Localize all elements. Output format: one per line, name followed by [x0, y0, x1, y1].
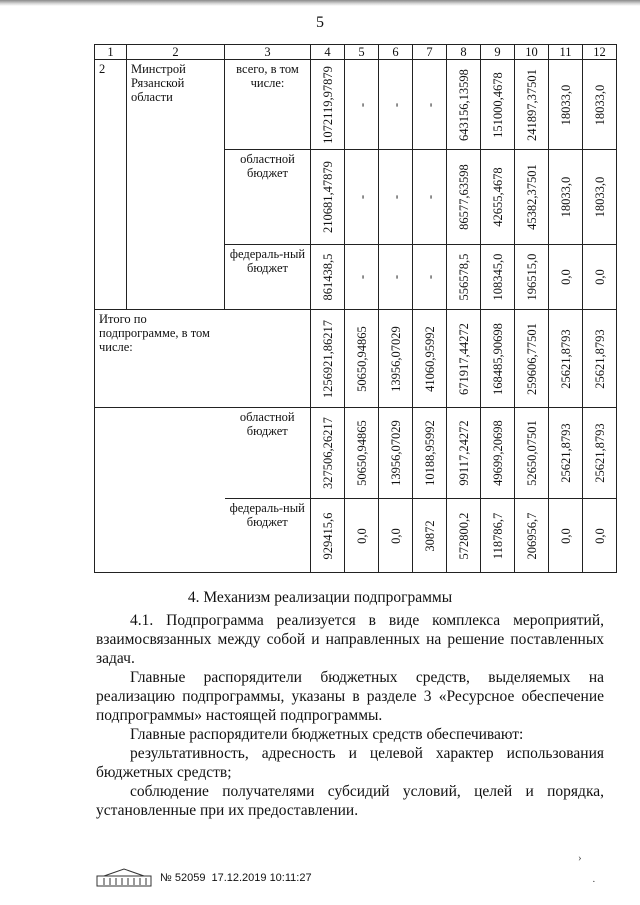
cell-value: 25621,8793: [558, 423, 573, 483]
cell-value: 108345,0: [490, 253, 505, 301]
table-cell: [413, 408, 447, 499]
cell-value: 0,0: [592, 269, 607, 285]
table-row: [95, 499, 617, 573]
cell-value: 556578,5: [456, 253, 471, 301]
table-cell: [311, 245, 345, 310]
table-row: [95, 408, 617, 499]
col-header: 7: [413, 45, 447, 60]
budget-type: областной бюджет: [225, 408, 311, 499]
table-cell: [413, 245, 447, 310]
cell-value: 0,0: [388, 527, 403, 544]
cell-value: 18033,0: [592, 84, 607, 125]
table-cell: [447, 245, 481, 310]
cell-value: 49699,20698: [490, 420, 505, 486]
table-cell: [515, 245, 549, 310]
table-cell: [549, 408, 583, 499]
col-header: 4: [311, 45, 345, 60]
table-cell: [379, 310, 413, 408]
cell-value: 50650,94865: [354, 325, 369, 392]
cell-value: -: [422, 274, 437, 280]
table-cell: [481, 310, 515, 408]
table-cell: [345, 499, 379, 573]
ministry-name: Минстрой Рязанской области: [127, 60, 225, 310]
budget-type: областной бюджет: [225, 150, 311, 245]
cell-value: 572800,2: [456, 512, 471, 559]
cell-value: 0,0: [558, 527, 573, 544]
table-cell: [345, 150, 379, 245]
total-label: Итого по подпрограмме, в том числе:: [95, 310, 225, 408]
doc-datetime: 17.12.2019 10:11:27: [211, 872, 312, 884]
cell-value: 41060,95992: [422, 325, 437, 392]
paragraph: Главные распорядители бюджетных средств обеспечивают:: [130, 726, 524, 743]
cell-value: 671917,44272: [456, 322, 471, 395]
paragraph: Главные распорядители бюджетных средств, выделяемых на реализацию подпрограммы, указаны в разделе 3 «Ресурсное обеспечение подпрограммы» настоящей подпрограммы.: [96, 669, 604, 724]
paragraph: 4.1. Подпрограмма реализуется в виде комплекса мероприятий, взаимосвязанных между собой и направленных на решение поставленных задач.: [96, 612, 604, 667]
table-cell: [379, 408, 413, 499]
table-cell: [345, 310, 379, 408]
table-cell: [549, 245, 583, 310]
cell-value: 861438,5: [320, 253, 335, 301]
cell-value: -: [422, 194, 437, 200]
doc-number: № 52059: [160, 872, 206, 884]
cell-value: 52650,07501: [524, 420, 539, 486]
col-header: 2: [127, 45, 225, 60]
table-cell: [549, 60, 583, 150]
cell-value: -: [354, 194, 369, 200]
table-cell: [583, 408, 617, 499]
cell-value: 42655,4678: [490, 167, 505, 227]
table-cell: [311, 150, 345, 245]
table-cell: [379, 499, 413, 573]
cell-value: 0,0: [592, 527, 607, 544]
table-cell: [481, 245, 515, 310]
cell-value: 0,0: [558, 269, 573, 285]
cell-value: 18033,0: [592, 176, 607, 218]
col-header: 6: [379, 45, 413, 60]
cell-value: 1072119,97879: [320, 65, 335, 144]
cell-value: 196515,0: [524, 253, 539, 301]
budget-type: федераль-ный бюджет: [225, 499, 311, 573]
table-cell: [583, 60, 617, 150]
table-cell: [447, 408, 481, 499]
scan-mark: ·: [592, 876, 596, 888]
table-cell: [515, 499, 549, 573]
table-cell: [583, 245, 617, 310]
budget-table: [94, 44, 617, 573]
cell-value: 50650,94865: [354, 420, 369, 486]
building-stamp-icon: [96, 868, 152, 888]
table-row: [95, 60, 617, 150]
cell-value: 210681,47879: [320, 161, 335, 233]
table-cell: [413, 60, 447, 150]
table-header-row: [95, 45, 617, 60]
scan-top-edge: [0, 0, 640, 6]
cell-value: 86577,63598: [456, 164, 471, 230]
cell-value: 0,0: [354, 527, 369, 544]
table-cell: [583, 499, 617, 573]
page-number: 5: [316, 14, 324, 31]
table-cell: [447, 499, 481, 573]
cell-value: 259606,77501: [524, 322, 539, 395]
cell-value: 929415,6: [320, 512, 335, 559]
table-cell: [345, 408, 379, 499]
col-header: 1: [95, 45, 127, 60]
table-cell: [311, 499, 345, 573]
table-cell: [481, 499, 515, 573]
cell-value: -: [354, 102, 369, 107]
scan-mark: ›: [578, 852, 582, 864]
cell-value: 99117,24272: [456, 420, 471, 486]
table-cell: [345, 60, 379, 150]
table-cell: [379, 150, 413, 245]
cell-value: 327506,26217: [320, 417, 335, 489]
cell-value: 25621,8793: [592, 328, 607, 389]
col-header: 12: [583, 45, 617, 60]
table-cell: [311, 60, 345, 150]
table-cell: [481, 150, 515, 245]
cell-value: 643156,13598: [456, 68, 471, 141]
cell-value: 13956,07029: [388, 420, 403, 486]
table-cell: [447, 310, 481, 408]
document-footer: [96, 868, 312, 888]
budget-type: [225, 310, 311, 408]
table-cell: [311, 408, 345, 499]
paragraph: результативность, адресность и целевой характер использования бюджетных средств;: [96, 745, 604, 781]
table-cell: [515, 310, 549, 408]
table-cell: [311, 310, 345, 408]
budget-type: федераль-ный бюджет: [225, 245, 311, 310]
col-header: 11: [549, 45, 583, 60]
cell-value: 25621,8793: [592, 423, 607, 483]
table-cell: [481, 408, 515, 499]
col-header: 5: [345, 45, 379, 60]
empty-cell: [95, 408, 225, 499]
cell-value: 10188,95992: [422, 420, 437, 486]
cell-value: -: [388, 194, 403, 200]
table-cell: [413, 150, 447, 245]
cell-value: -: [388, 102, 403, 107]
table-cell: [481, 60, 515, 150]
cell-value: 30872: [422, 519, 437, 552]
paragraph: соблюдение получателями субсидий условий, целей и порядка, установленные при их предоставлении.: [96, 783, 604, 819]
table-cell: [447, 60, 481, 150]
cell-value: 168485,90698: [490, 322, 505, 395]
table-cell: [549, 310, 583, 408]
cell-value: 241897,37501: [524, 68, 539, 141]
empty-cell: [95, 499, 225, 573]
table-cell: [515, 150, 549, 245]
col-header: 8: [447, 45, 481, 60]
table-cell: [583, 150, 617, 245]
cell-value: 45382,37501: [524, 164, 539, 230]
row-index: 2: [95, 60, 127, 310]
cell-value: 18033,0: [558, 176, 573, 218]
section-title: 4. Механизм реализации подпрограммы: [187, 589, 453, 606]
table-cell: [379, 245, 413, 310]
col-header: 10: [515, 45, 549, 60]
cell-value: 25621,8793: [558, 328, 573, 389]
table-cell: [345, 245, 379, 310]
table-row: [95, 310, 617, 408]
table-cell: [413, 310, 447, 408]
table-cell: [379, 60, 413, 150]
cell-value: 118786,7: [490, 512, 505, 559]
col-header: 3: [225, 45, 311, 60]
table-cell: [515, 408, 549, 499]
table-cell: [413, 499, 447, 573]
cell-value: -: [354, 274, 369, 280]
col-header: 9: [481, 45, 515, 60]
table-cell: [515, 60, 549, 150]
cell-value: 13956,07029: [388, 325, 403, 392]
cell-value: 206956,7: [524, 512, 539, 559]
table-cell: [447, 150, 481, 245]
cell-value: 151000,4678: [490, 71, 505, 138]
table-cell: [549, 150, 583, 245]
budget-type: всего, в том числе:: [225, 60, 311, 150]
table-cell: [549, 499, 583, 573]
cell-value: 18033,0: [558, 84, 573, 125]
cell-value: -: [422, 102, 437, 107]
table-cell: [583, 310, 617, 408]
cell-value: 1256921,86217: [320, 319, 335, 398]
cell-value: -: [388, 274, 403, 280]
